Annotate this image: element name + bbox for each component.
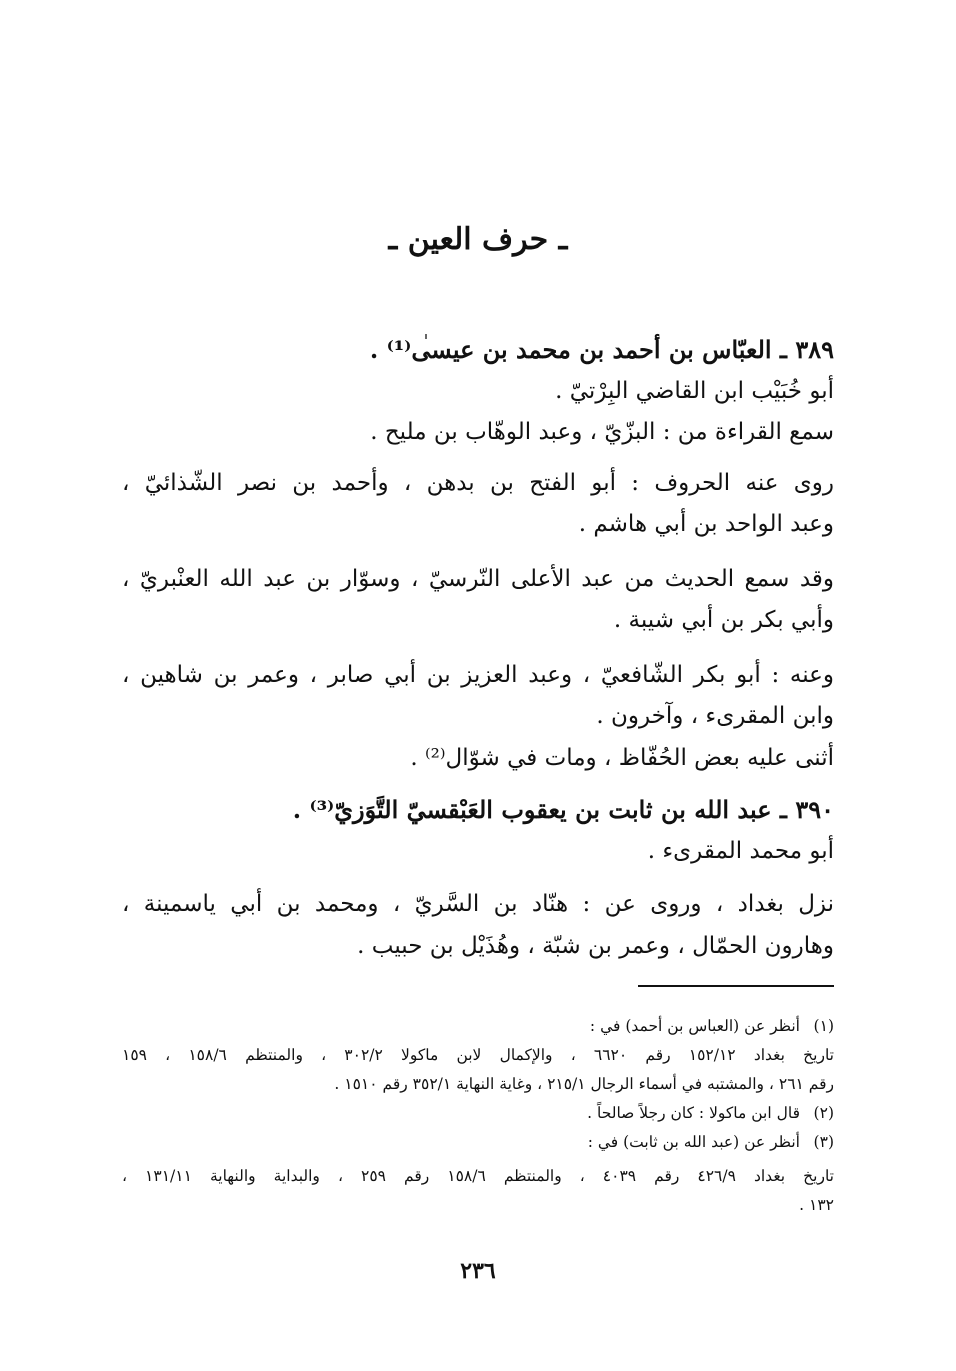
entry-heading-390: ٣٩٠ ـ عبد الله بن ثابت بن يعقوب العَبْقسيّ التَّوَزيّ⁽³⁾ .	[292, 795, 834, 824]
footnote-text: أنظر عن (العباس بن أحمد) في :	[589, 1017, 800, 1035]
entry-389-line: روى عنه الحروف : أبو الفتح بن بدهن ، وأحمد بن نصر الشّذائيّ ،	[122, 470, 834, 496]
entry-390-line: نزل بغداد ، وروى عن : هنّاد بن السَّريّ ، ومحمد بن أبي ياسمينة ،	[122, 891, 834, 917]
footnote-separator	[638, 985, 834, 987]
entry-389-line: وابن المقرىء ، وآخرون .	[596, 703, 834, 729]
entry-389-line: وعنه : أبو بكر الشّافعيّ ، وعبد العزيز بن أبي صابر ، وعمر بن شاهين ،	[122, 662, 834, 688]
footnote-3	[122, 1130, 834, 1154]
entry-390-kunya: أبو محمد المقرىء .	[647, 838, 834, 864]
section-title: ـ حرف العين ـ	[388, 222, 568, 257]
entry-389-line: أثنى عليه بعض الحُفّاظ ، ومات في شوّال⁽²⁾ .	[410, 745, 834, 771]
footnote-number: (٢)	[813, 1104, 834, 1122]
entry-390-line: وهارون الحمّال ، وعمر بن شبّة ، وهُذَيْل بن حبيب .	[357, 933, 834, 959]
entry-389-line: وعبد الواحد بن أبي هاشم .	[578, 511, 834, 537]
entry-heading-389: ٣٨٩ ـ العبّاس بن أحمد بن محمد بن عيسى⁽¹⁾ .	[369, 335, 834, 364]
footnote-number: (٣)	[813, 1133, 834, 1151]
footnote-text: قال ابن ماكولا : كان رجلاً صالحاً .	[587, 1104, 800, 1122]
page-number: ٢٣٦	[460, 1258, 496, 1284]
entry-389-kunya: أبو خُبَيْب ابن القاضي البِرْتيّ .	[555, 378, 834, 404]
entry-389-line: سمع القراءة من : البزّيّ ، وعبد الوهّاب بن مليح .	[370, 419, 834, 445]
footnote-1-line: تاريخ بغداد ١٥٢/١٢ رقم ٦٦٢٠ ، والإكمال لابن ماكولا ٣٠٢/٢ ، والمنتظم ١٥٨/٦ ، ١٥٩	[122, 1046, 834, 1064]
footnote-number: (١)	[813, 1017, 834, 1035]
footnote-text: أنظر عن (عبد الله بن ثابت) في :	[587, 1133, 800, 1151]
entry-389-line: وقد سمع الحديث من عبد الأعلى النّرسيّ ، وسوّار بن عبد الله العنْبريّ ،	[122, 566, 834, 592]
footnote-2	[122, 1101, 834, 1125]
footnote-3-line: ١٣٢ .	[799, 1196, 834, 1214]
footnote-3-line: تاريخ بغداد ٤٢٦/٩ رقم ٤٠٣٩ ، والمنتظم ١٥٨/٦ رقم ٢٥٩ ، والبداية والنهاية ١٣١/١١ ،	[122, 1167, 834, 1185]
footnote-1	[122, 1014, 834, 1038]
footnote-1-line: رقم ٢٦١ ، والمشتبه في أسماء الرجال ٢١٥/١ ، وغاية النهاية ٣٥٢/١ رقم ١٥١٠ .	[334, 1075, 834, 1093]
entry-389-line: وأبي بكر بن أبي شيبة .	[613, 607, 834, 633]
